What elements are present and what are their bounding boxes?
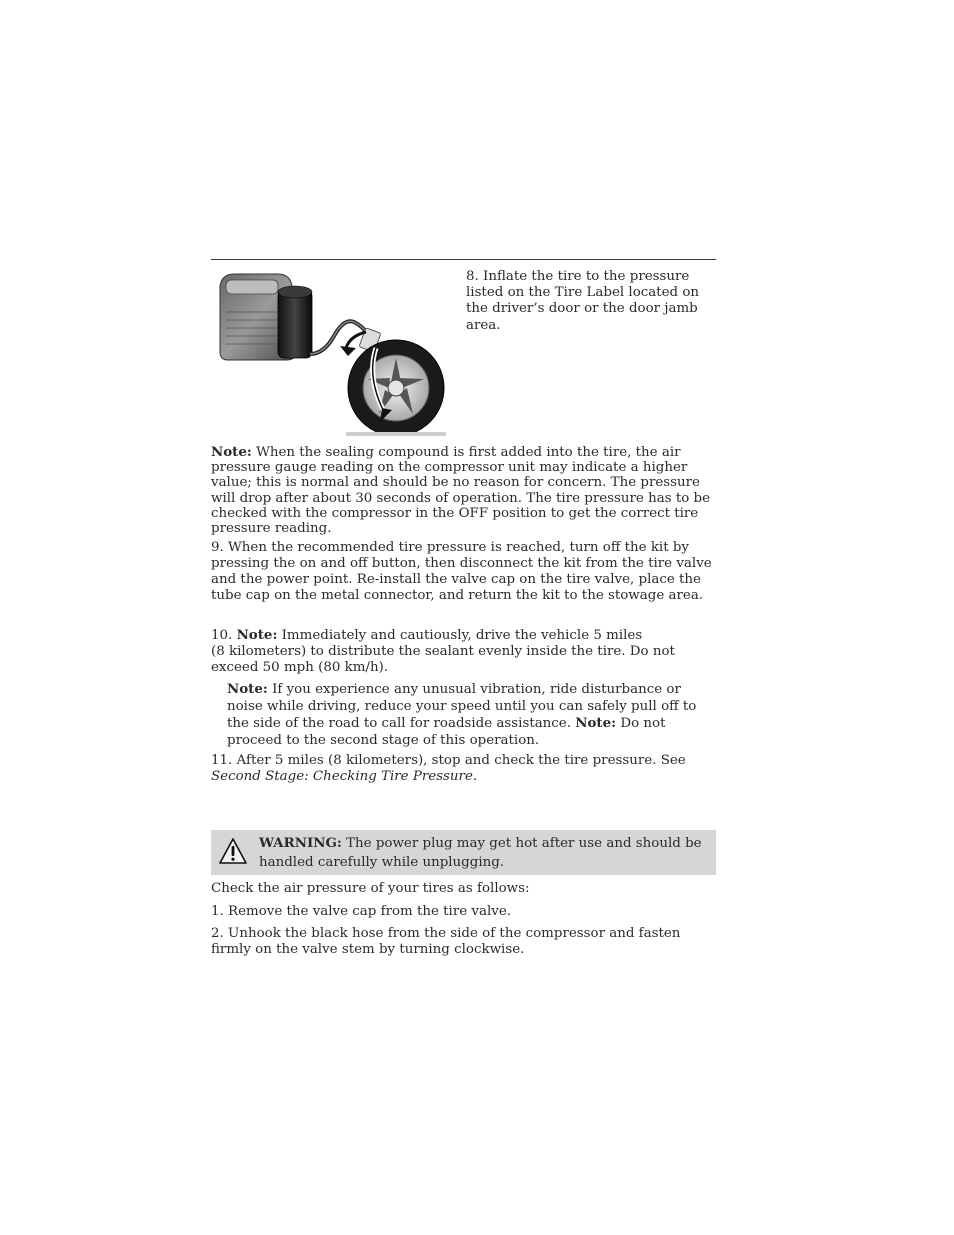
note-text: When the sealing compound is first added into the tire, the air pressure gauge reading on the compressor unit may indicate a higher value; this is normal and should be no reason for concern. The pressure will drop after about 30 seconds of operation. The tire pressure has to be checked with the compressor in the OFF position to get the correct tire pressure reading.: [211, 445, 711, 537]
check-step-1-text: 1. Remove the valve cap from the tire valve.: [211, 904, 512, 919]
step-10-text: Immediately and cautiously, drive the vehicle 5 miles: [277, 628, 643, 643]
note-sealing-compound: [211, 445, 716, 536]
step-10-number: 10.: [211, 628, 237, 643]
cross-reference: Second Stage: Checking Tire Pressure.: [211, 769, 478, 784]
warning-message: The power plug may get hot after use and should be handled carefully while unplugging.: [259, 836, 702, 870]
step-9-text: 9. When the recommended tire pressure is reached, turn off the kit by pressing the on and off button, then disconnect the kit from the tire valve and the power point. Re-install the valve cap on the tire valve, place the tube cap on the metal connector, and return the kit to the stowage area.: [211, 540, 712, 604]
step-10-paragraph: [211, 627, 716, 677]
warning-triangle-icon: [218, 837, 248, 865]
check-step-2-text: 2. Unhook the black hose from the side of the compressor and fasten firmly on the valve stem by turning clockwise.: [211, 926, 681, 957]
note-text: If you experience any unusual vibration, ride disturbance or noise while driving, reduce your speed until you can safely pull off to the side of the road to call for roadside assistance.: [227, 682, 697, 732]
step-8-text: 8. Inflate the tire to the pressure listed on the Tire Label located on the driver’s door or the door jamb area.: [466, 269, 700, 333]
compressor-tire-illustration: [216, 268, 448, 436]
header-rule: [211, 259, 716, 260]
step-11-text: 11. After 5 miles (8 kilometers), stop and check the tire pressure. See: [211, 753, 686, 768]
warning-text: [259, 834, 711, 872]
note-vibration: [227, 681, 716, 749]
step-11-paragraph: [211, 753, 716, 785]
warning-box: [211, 830, 716, 875]
warning-label: WARNING:: [259, 835, 342, 851]
note-label: Note:: [227, 681, 268, 697]
note-label: Note:: [236, 627, 278, 643]
check-intro-text: Check the air pressure of your tires as follows:: [211, 881, 530, 896]
note-label: Note:: [211, 444, 252, 460]
note-label-second: Note:: [575, 715, 617, 732]
note-text-second: Do not proceed to the second stage of this operation.: [227, 716, 666, 748]
step-10-text-continued: (8 kilometers) to distribute the sealant evenly inside the tire. Do not exceed 50 mph (80 km/h).: [211, 644, 675, 676]
